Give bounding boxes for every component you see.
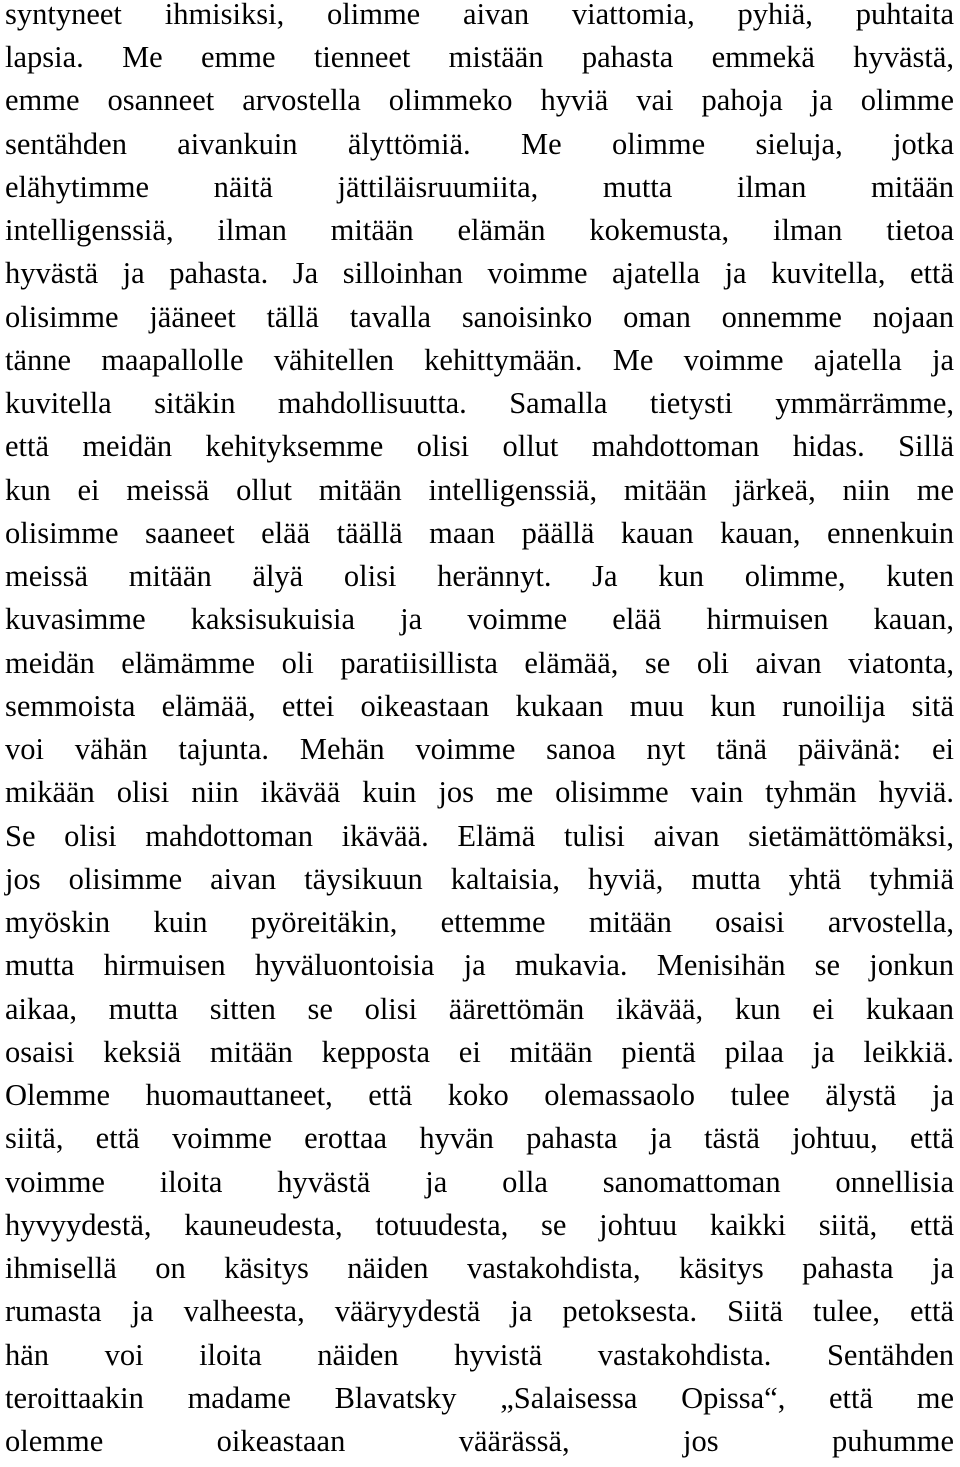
text-line: intelligenssiä, ilman mitään elämän kokemusta, ilman tietoa	[5, 213, 954, 247]
text-line: siitä, että voimme erottaa hyvän pahasta ja tästä johtuu, että	[5, 1121, 954, 1155]
text-line: lapsia. Me emme tienneet mistään pahasta emmekä hyvästä,	[5, 40, 954, 74]
text-line: kuvitella sitäkin mahdollisuutta. Samalla tietysti ymmärrämme,	[5, 386, 954, 420]
text-line: olisimme jääneet tällä tavalla sanoisinko oman onnemme nojaan	[5, 300, 954, 334]
text-line: meissä mitään älyä olisi herännyt. Ja kun olimme, kuten	[5, 559, 954, 593]
text-line: teroittaakin madame Blavatsky „Salaisessa Opissa“, että me	[5, 1381, 954, 1415]
text-line: emme osanneet arvostella olimmeko hyviä vai pahoja ja olimme	[5, 83, 954, 117]
text-line: elähytimme näitä jättiläisruumiita, mutta ilman mitään	[5, 170, 954, 204]
text-line: Se olisi mahdottoman ikävää. Elämä tulisi aivan sietämättömäksi,	[5, 819, 954, 853]
text-line: semmoista elämää, ettei oikeastaan kukaan muu kun runoilija sitä	[5, 689, 954, 723]
text-line: aikaa, mutta sitten se olisi äärettömän ikävää, kun ei kukaan	[5, 992, 954, 1026]
text-line: kun ei meissä ollut mitään intelligenssiä, mitään järkeä, niin me	[5, 473, 954, 507]
text-line: Olemme huomauttaneet, että koko olemassaolo tulee älystä ja	[5, 1078, 954, 1112]
text-line: ihmisellä on käsitys näiden vastakohdista, käsitys pahasta ja	[5, 1251, 954, 1285]
text-line: olisimme saaneet elää täällä maan päällä kauan kauan, ennenkuin	[5, 516, 954, 550]
text-line: sentähden aivankuin älyttömiä. Me olimme sieluja, jotka	[5, 127, 954, 161]
text-line: kuvasimme kaksisukuisia ja voimme elää hirmuisen kauan,	[5, 602, 954, 636]
text-line: tänne maapallolle vähitellen kehittymään. Me voimme ajatella ja	[5, 343, 954, 377]
text-line: hän voi iloita näiden hyvistä vastakohdista. Sentähden	[5, 1338, 954, 1372]
text-line: voi vähän tajunta. Mehän voimme sanoa nyt tänä päivänä: ei	[5, 732, 954, 766]
text-line: rumasta ja valheesta, vääryydestä ja petoksesta. Siitä tulee, että	[5, 1294, 954, 1328]
text-line: olemme oikeastaan väärässä, jos puhumme	[5, 1424, 954, 1458]
text-line: meidän elämämme oli paratiisillista elämää, se oli aivan viatonta,	[5, 646, 954, 680]
text-line: että meidän kehityksemme olisi ollut mahdottoman hidas. Sillä	[5, 429, 954, 463]
text-line: osaisi keksiä mitään kepposta ei mitään pientä pilaa ja leikkiä.	[5, 1035, 954, 1069]
text-line: myöskin kuin pyöreitäkin, ettemme mitään osaisi arvostella,	[5, 905, 954, 939]
text-line: mutta hirmuisen hyväluontoisia ja mukavia. Menisihän se jonkun	[5, 948, 954, 982]
text-line: mikään olisi niin ikävää kuin jos me olisimme vain tyhmän hyviä.	[5, 775, 954, 809]
text-line: hyvyydestä, kauneudesta, totuudesta, se johtuu kaikki siitä, että	[5, 1208, 954, 1242]
text-line: hyvästä ja pahasta. Ja silloinhan voimme ajatella ja kuvitella, että	[5, 256, 954, 290]
text-line: syntyneet ihmisiksi, olimme aivan viattomia, pyhiä, puhtaita	[5, 0, 954, 31]
text-line: voimme iloita hyvästä ja olla sanomattoman onnellisia	[5, 1165, 954, 1199]
text-line: jos olisimme aivan täysikuun kaltaisia, hyviä, mutta yhtä tyhmiä	[5, 862, 954, 896]
